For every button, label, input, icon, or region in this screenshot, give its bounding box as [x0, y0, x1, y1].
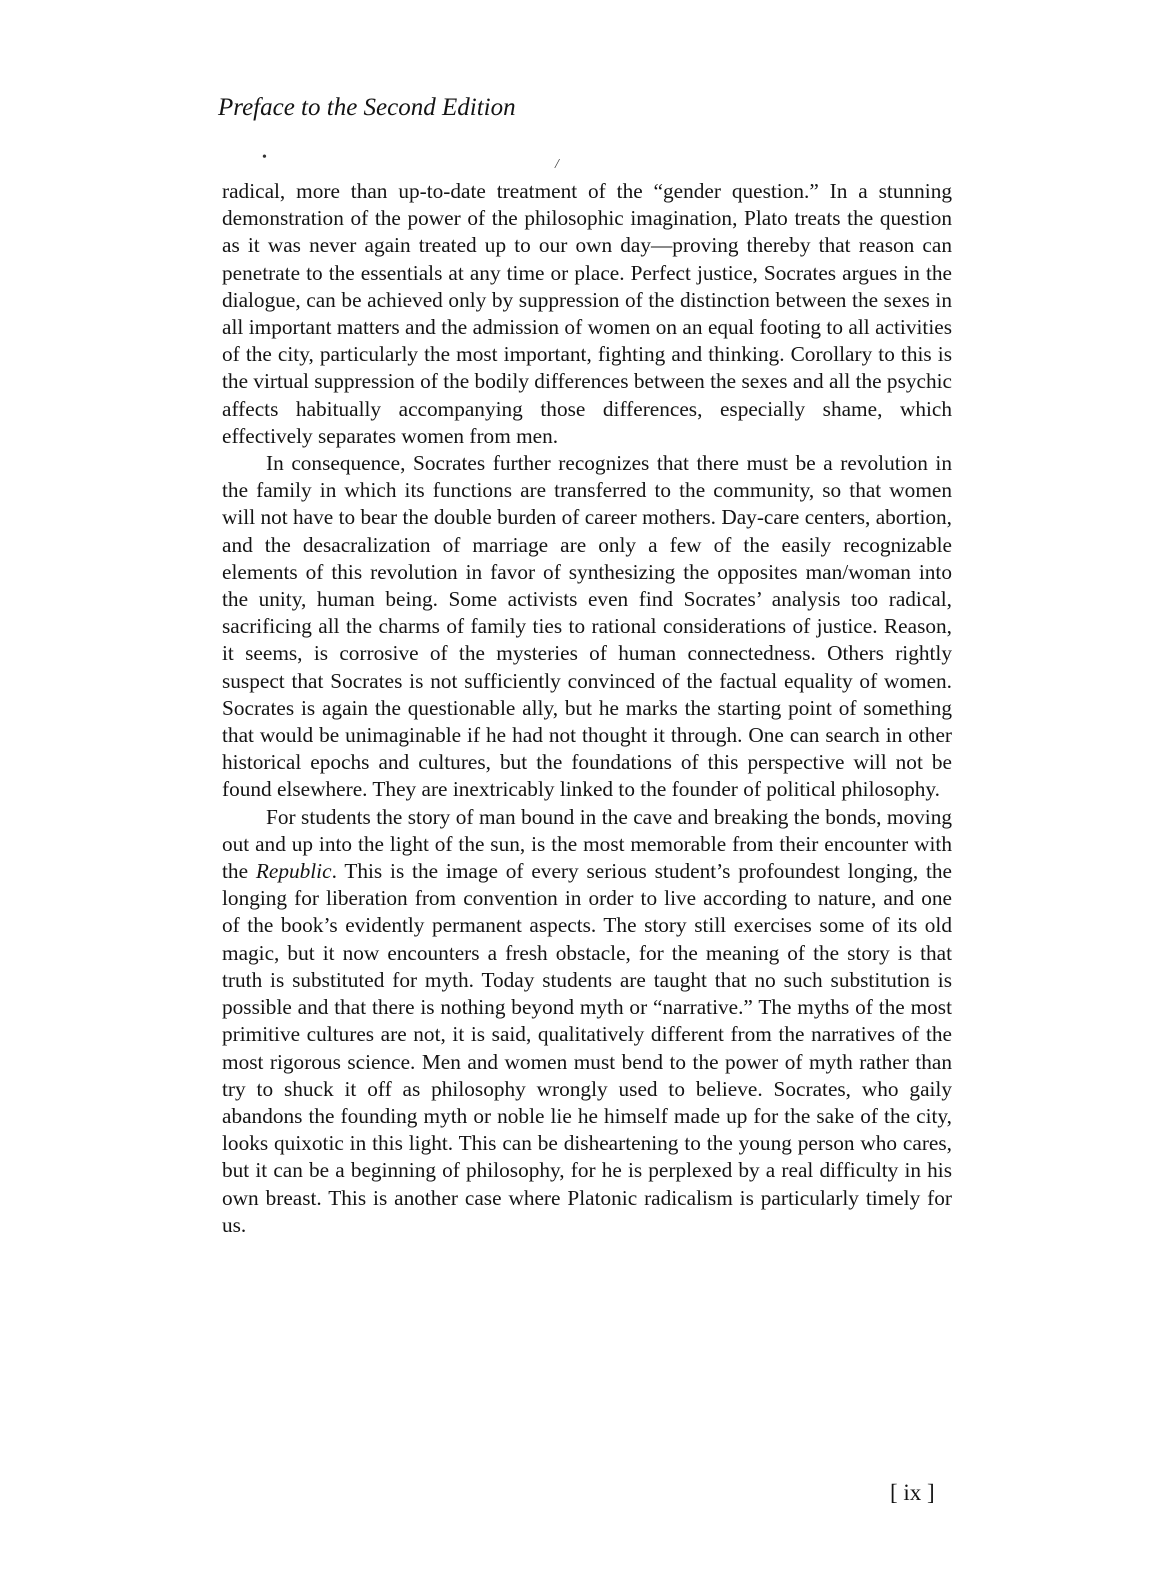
paragraph-text: . This is the image of every serious student’s profoundest longing, the longing for liberation from convention in order to live according to nature, and one of the book’s evidently permanent aspects. The story still exercises some of its old magic, but it now encounters a fresh obstacle, for the meaning of the story is that truth is substituted for myth. Today students are taught that no such substitution is possible and that there is nothing beyond myth or “narrative.” The myths of the most primitive cultures are not, it is said, qualitatively different from the narratives of the most rigorous science. Men and women must bend to the power of myth rather than try to shuck it off as philosophy wrongly used to believe. Socrates, who gaily abandons the founding myth or noble lie he himself made up for the sake of the city, looks quixotic in this light. This can be disheartening to the young person who cares, but it can be a beginning of philosophy, for he is perplexed by a real difficulty in his own breast. This is another case where Platonic radicalism is particularly timely for us. [222, 859, 953, 1237]
stray-mark: • [262, 150, 267, 165]
running-head: Preface to the Second Edition [218, 94, 516, 121]
stray-mark: / [555, 157, 559, 172]
paragraph: radical, more than up-to-date treatment of the “gender question.” In a stunning demonstration of the power of the philosophic imagination, Plato treats the question as it was never again treated up to our own day—proving thereby that reason can penetrate to the essentials at any time or place. Perfect justice, Socrates argues in the dialogue, can be achieved only by suppression of the distinction between the sexes in all important matters and the admission of women on an equal footing to all activities of the city, particularly the most important, fighting and thinking. Corollary to this is the virtual suppression of the bodily differences between the sexes and all the psychic affects habitually accompanying those differences, especially shame, which effectively separates women from men. [222, 179, 952, 448]
paragraph [222, 804, 952, 1239]
paragraph-text: For students the story of man bound in the cave and breaking the bonds, moving out and up into the light of the sun, is the most memorable from their encounter with the [222, 804, 952, 884]
body-text [222, 178, 952, 1239]
paragraph: In consequence, Socrates further recognizes that there must be a revolution in the family in which its functions are transferred to the community, so that women will not have to bear the double burden of career mothers. Day-care centers, abortion, and the desacralization of marriage are only a few of the easily recognizable elements of this revolution in favor of synthesizing the opposites man/woman into the unity, human being. Some activists even find Socrates’ analysis too radical, sacrificing all the charms of family ties to rational considerations of justice. Reason, it seems, is corrosive of the mysteries of human connectedness. Others rightly suspect that Socrates is not sufficiently convinced of the factual equality of women. Socrates is again the questionable ally, but he marks the starting point of something that would be unimaginable if he had not thought it through. One can search in other historical epochs and cultures, but the foundations of this perspective will not be found elsewhere. They are inextricably linked to the founder of political philosophy. [222, 451, 952, 802]
book-title: Republic [255, 859, 332, 884]
page-number: [ ix ] [890, 1480, 935, 1505]
